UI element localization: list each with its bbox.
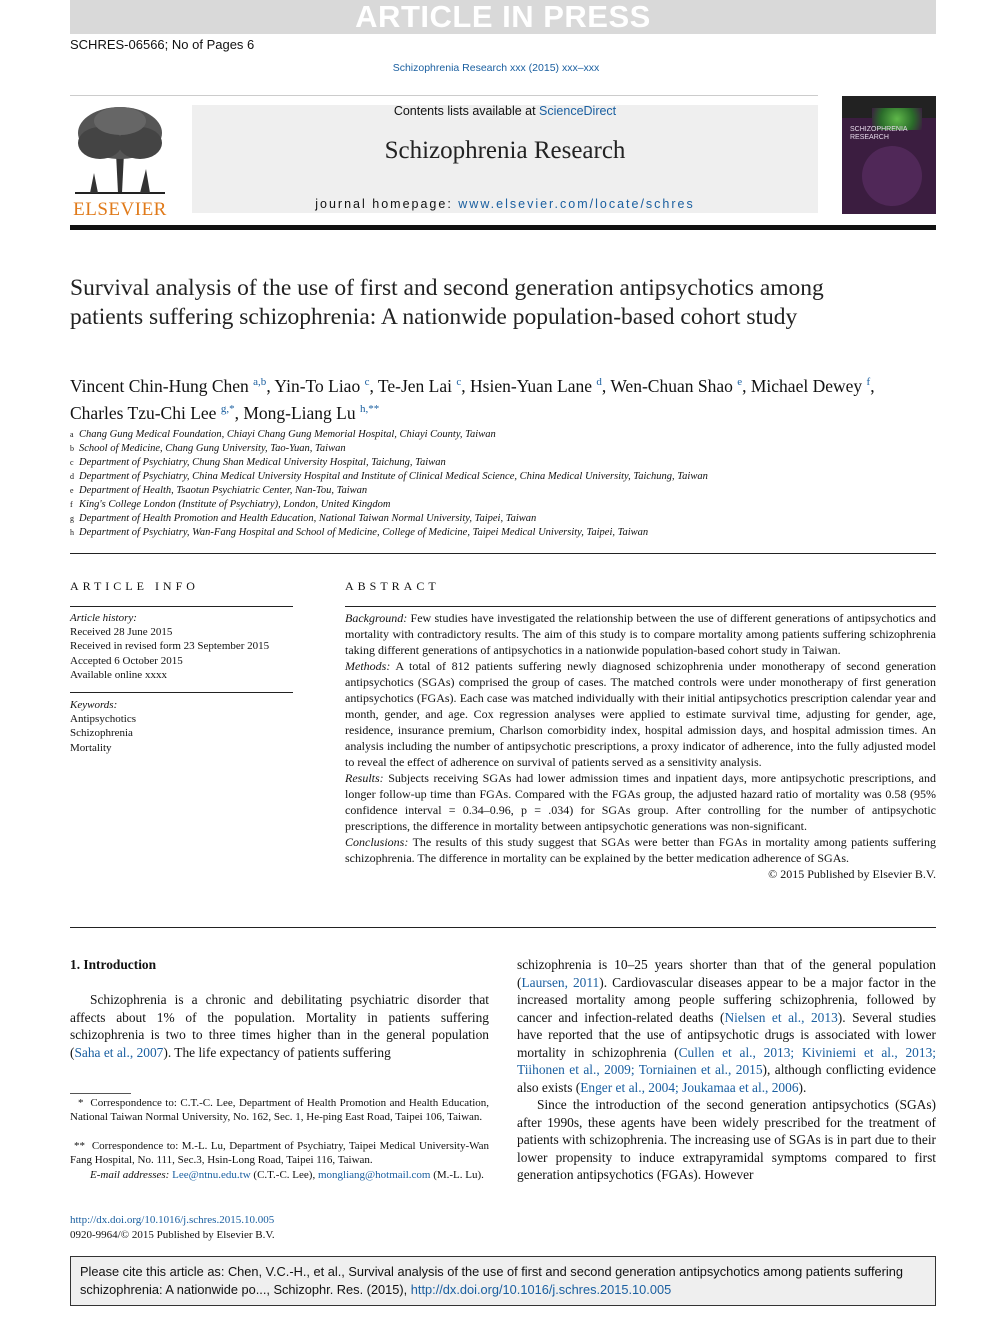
intro-paragraph-continued: schizophrenia is 10–25 years shorter than that of the general population (Laursen, 2011). Cardiovascular diseases appear to be a major factor in the increased mortality among people suffering schizophrenia, followed by cancer and infection-related deaths (Nielsen et al., 2013). Several studies have reported that the use of antipsychotic drugs is associated with lower mortality in schizophrenia (Cullen et al., 2013; Kiviniemi et al., 2013; Tiihonen et al., 2009; Torniainen et al., 2015), although conflicting evidence also exists (Enger et al., 2004; Joukamaa et al., 2006). [517,957,936,1095]
citation-link[interactable]: Nielsen et al., 2013 [724,1009,838,1025]
cite-doi-link[interactable]: http://dx.doi.org/10.1016/j.schres.2015.10.005 [410,1282,672,1297]
sciencedirect-link[interactable]: ScienceDirect [539,104,617,118]
citation-link[interactable]: Saha et al., 2007 [74,1044,164,1060]
citation-link[interactable]: Laursen, 2011 [521,974,600,990]
abstract-heading: ABSTRACT [345,579,440,593]
author[interactable]: Yin-To Liao $^c$ [274,375,370,396]
contents-line: Contents lists available at ScienceDirect [393,104,617,118]
affiliation: e Department of Health, Tsaotun Psychiatric Center, Nan-Tou, Taiwan [70,485,368,496]
elsevier-wordmark: ELSEVIER [73,199,167,220]
article-info-heading: ARTICLE INFO [70,579,199,593]
author[interactable]: Mong-Liang Lu $^{h,**}$ [243,402,380,423]
article-in-press-banner: ARTICLE IN PRESS [70,0,936,34]
keyword: Schizophrenia [70,727,133,740]
affiliation: g Department of Health Promotion and Health Education, National Taiwan Normal University, Taipei, Taiwan [70,513,537,524]
email-link[interactable]: mongliang@hotmail.com [317,1169,431,1181]
keyword: Mortality [70,741,112,754]
please-cite-box [70,1256,936,1306]
author-list: Vincent Chin-Hung Chen $^{a,b}$, Yin-To Liao $^c$, Te-Jen Lai $^c$, Hsien-Yuan Lane $^d$, Wen-Chuan Shao $^e$, Michael Dewey $^f$, Charles Tzu-Chi Lee $^{g,*}$, Mong-Liang Lu $^{h,**}$ [70,375,875,423]
doi-link[interactable]: http://dx.doi.org/10.1016/j.schres.2015.10.005 [70,1214,275,1226]
author[interactable]: Vincent Chin-Hung Chen $^{a,b}$ [70,375,267,396]
journal-name: Schizophrenia Research [384,137,626,164]
divider [70,606,293,607]
citation-link[interactable]: Enger et al., 2004; Joukamaa et al., 2006 [580,1079,799,1095]
email-link[interactable]: Lee@ntnu.edu.tw [172,1169,251,1181]
abstract-conclusions: Conclusions: The results of this study suggest that SGAs were better than FGAs in mortality among patients suffering schizophrenia. The difference in mortality can be explained by the better medication adherence of SGAs. [345,835,936,865]
affiliation: c Department of Psychiatry, Chung Shan Medical University Hospital, Taichung, Taiwan [70,457,446,468]
citation-link[interactable]: Cullen et al., 2013; Kiviniemi et al., 2013; Tiihonen et al., 2009; Torniainen et al., 2015 [517,1044,936,1077]
article-history: Article history: Received 28 June 2015 Received in revised form 23 September 2015 Accepted 6 October 2015 Available online xxxx [70,612,270,681]
abstract-body [345,610,936,882]
please-cite-text: Please cite this article as: Chen, V.C.-H., et al., Survival analysis of the use of first and second generation antipsychotics among patients suffering schizophrenia: A nationwide po..., Schizophr. Res. (2015), http://dx.doi.org/10.1016/j.schres.2015.10.005 [80,1264,903,1297]
issn-line: 0920-9964/© 2015 Published by Elsevier B.V. [70,1229,275,1241]
elsevier-logo [70,103,170,220]
divider [345,606,936,607]
cover-title: SCHIZOPHRENIA RESEARCH [850,126,908,141]
homepage-link[interactable]: www.elsevier.com/locate/schres [458,197,695,211]
section-heading-introduction: 1. Introduction [70,957,157,972]
divider [70,927,936,928]
footnote-correspondence-1: * Correspondence to: C.T.-C. Lee, Department of Health Promotion and Health Education, National Taiwan Normal University, No. 162, Sec. 1, He-ping East Road, Taipei 106, Taiwan. [70,1097,490,1124]
header-top-rule [70,95,818,96]
affiliation: a Chang Gung Medical Foundation, Chiayi Chang Gung Memorial Hospital, Chiayi County, Taiwan [70,429,496,440]
journal-cover [842,96,936,214]
author[interactable]: Wen-Chuan Shao $^e$ [610,375,743,396]
author[interactable]: Hsien-Yuan Lane $^d$ [470,375,602,396]
footnote-correspondence-2: ** Correspondence to: M.-L. Lu, Department of Psychiatry, Taipei Medical University-Wan Fang Hospital, No. 111, Sec.3, Hsin-Long Road, Taipei 116, Taiwan. [70,1140,490,1167]
header-thick-rule [70,225,936,230]
copyright: © 2015 Published by Elsevier B.V. [768,867,936,881]
keywords: Keywords: Antipsychotics Schizophrenia Mortality [70,698,293,755]
intro-paragraph-1: Schizophrenia is a chronic and debilitating psychiatric disorder that affects about 1% of the population. Mortality in patients suffering schizophrenia is two to three times higher than in the general population (Saha et al., 2007). The life expectancy of patients suffering [70,992,489,1060]
divider [70,692,293,693]
tree-icon [70,103,170,195]
author[interactable]: Te-Jen Lai $^c$ [377,375,462,396]
footnote-emails: E-mail addresses: Lee@ntnu.edu.tw (C.T.-C. Lee), mongliang@hotmail.com (M.-L. Lu). [90,1169,484,1181]
author[interactable]: Charles Tzu-Chi Lee $^{g,*}$ [70,402,235,423]
affiliation: h Department of Psychiatry, Wan-Fang Hospital and School of Medicine, College of Medicine, Taipei Medical University, Taipei, Taiwan [70,527,649,538]
abstract-methods: Methods: A total of 812 patients suffering newly diagnosed schizophrenia under monotherapy of second generation antipsychotics (SGAs) comprised the group of cases. The matched controls were under monotherapy of first generation antipsychotics (FGAs). Each case was matched individually with their initial antipsychotics prescription calendar year and month, gender, and age. Cox regression analyses were applied to estimate survival time, adjusting for gender, age, residence, insurance premium, Charlson comorbidity index, hospital admission days, and hospital admission times. An analysis including the number of antipsychotic prescriptions, a proxy indicator of adherence, into the fully adjusted model to reveal the effect of adherence on survival of patients served as a sensitivity analysis. [345,659,936,769]
affiliation: d Department of Psychiatry, China Medical University Hospital and Institute of Clinical Medical Science, China Medical University, Taichung, Taiwan [70,471,708,482]
abstract-results: Results: Subjects receiving SGAs had lower admission times and inpatient days, more antipsychotic prescriptions, and longer follow-up time than FGAs. Compared with the FGAs group, the adjusted hazard ratio of mortality was 0.58 (95% confidence interval = 0.34–0.96, p = .034) for SGAs group. After controlling for the number of antipsychotic prescriptions, the difference in mortality between antipsychotic generations was non-significant. [345,771,936,833]
article-title: Survival analysis of the use of first and second generation antipsychotics among patients suffering schizophrenia: A nationwide population-based cohort study [70,275,824,330]
abstract-background: Background: Few studies have investigated the relationship between the use of different generations of antipsychotics and mortality with contradictory results. The aim of this study is to compare mortality among patients suffering schizophrenia taking different generations of antipsychotics in a nationwide population-based cohort study in Taiwan. [345,611,936,657]
divider [70,553,936,554]
affiliation: f King's College London (Institute of Psychiatry), London, United Kingdom [70,499,391,510]
journal-citation-link[interactable]: Schizophrenia Research xxx (2015) xxx–xxx [392,62,600,74]
keyword: Antipsychotics [70,713,136,726]
footnote-rule [70,1093,131,1094]
intro-paragraph-2: Since the introduction of the second generation antipsychotics (SGAs) after 1990s, these agents have been widely prescribed for the treatment of patients with schizophrenia. The increasing use of SGAs is in part due to their lower propensity to induce extrapyramidal symptoms compared to first generation antipsychotics (FGAs). However [517,1097,936,1182]
affiliation: b School of Medicine, Chang Gung University, Tao-Yuan, Taiwan [70,443,346,454]
affiliation-list [70,428,936,540]
author[interactable]: Michael Dewey $^f$ [750,375,871,396]
homepage-line: journal homepage: www.elsevier.com/locate/schres [315,197,695,211]
doc-code: SCHRES-06566; No of Pages 6 [70,37,255,52]
